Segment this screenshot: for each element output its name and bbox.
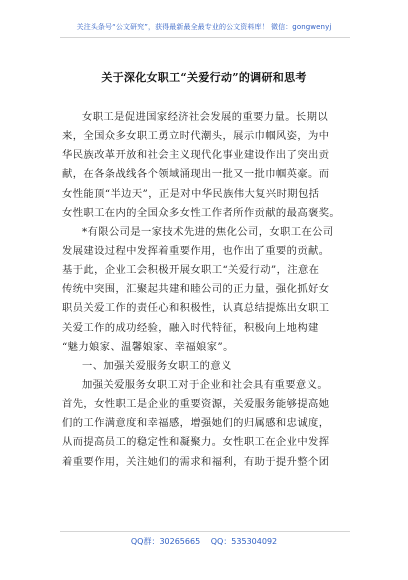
paragraph-line: 着重要作用，关注她们的需求和福利，有助于提升整个团 <box>62 455 330 468</box>
paragraph-line: 从而提高员工的稳定性和凝聚力。女性职工在企业中发挥 <box>62 436 330 449</box>
paragraph-line: 首先，女性职工是企业的重要资源，关爱服务能够提高她 <box>62 398 330 411</box>
paragraph-line: *有限公司是一家技术先进的焦化公司，女职工在公司 <box>82 225 334 238</box>
footer-divider <box>60 531 350 532</box>
paragraph-line: 们的工作满意度和幸福感，增强她们的归属感和忠诚度， <box>62 417 330 430</box>
paragraph-line: 女性能顶“半边天”，正是对中华民族伟大复兴时期包括 <box>62 187 320 200</box>
qq-group: QQ群：30265665 <box>130 537 201 546</box>
paragraph-line: 来，全国众多女职工勇立时代潮头，展示巾帼风姿，为中 <box>62 130 330 143</box>
document-title: 关于深化女职工“关爱行动”的调研和思考 <box>101 71 307 84</box>
promo-header: 关注头条号“公文研究”，获得最新最全最专业的公文资料库！ 微信：gongwenyj <box>76 23 332 31</box>
paragraph-line: 女性职工在内的全国众多女性工作者所作贡献的最高褒奖。 <box>62 206 341 219</box>
paragraph-line: “魅力娘家、温馨娘家、幸福娘家”。 <box>62 340 234 353</box>
paragraph-line: 基于此，企业工会积极开展女职工“关爱行动”，注意在 <box>62 264 320 277</box>
document-body <box>62 108 352 472</box>
contact-footer <box>0 536 408 547</box>
paragraph-line: 职员关爱工作的责任心和积极性，认真总结提炼出女职工 <box>62 302 330 315</box>
paragraph-line: 传统中突围，汇聚起共建和睦公司的正力量，强化抓好女 <box>62 283 330 296</box>
paragraph-line: 加强关爱服务女职工对于企业和社会具有重要意义。 <box>82 378 329 391</box>
paragraph-line: 华民族改革开放和社会主义现代化事业建设作出了突出贡 <box>62 149 330 162</box>
paragraph-line: 发展建设过程中发挥着重要作用，也作出了重要的贡献。 <box>62 244 330 257</box>
qq-number: QQ：535304092 <box>210 537 278 546</box>
paragraph-line: 女职工是促进国家经济社会发展的重要力量。长期以 <box>82 111 329 123</box>
section-heading: 一、加强关爱服务女职工的意义 <box>82 359 232 372</box>
paragraph-line: 关爱工作的成功经验，融入时代特征，积极向上地构建 <box>62 321 319 334</box>
header-divider <box>60 37 350 38</box>
paragraph-line: 献，在各条战线各个领域涌现出一批又一批巾帼英豪。而 <box>62 168 330 181</box>
